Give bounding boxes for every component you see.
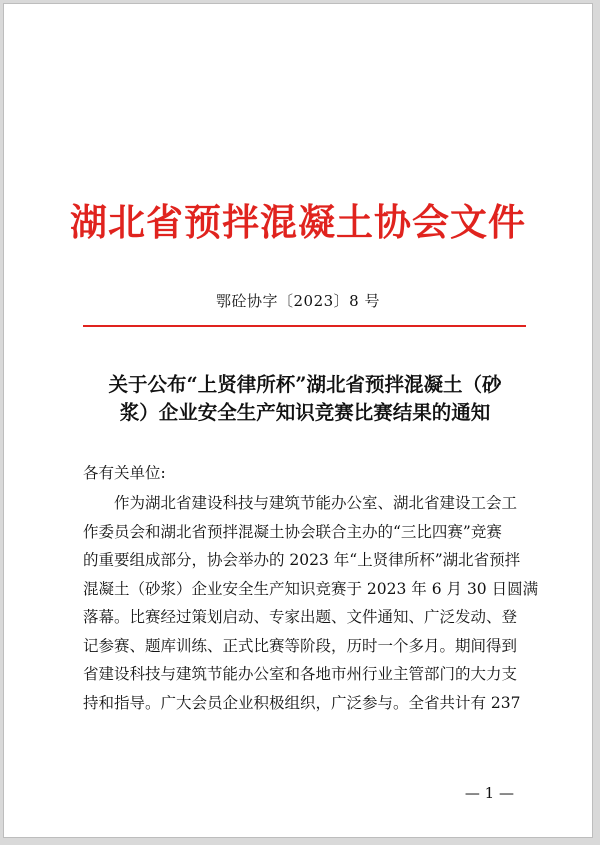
- document-page: [3, 3, 593, 838]
- notice-title-line: 关于公布“上贤律所杯”湖北省预拌混凝土（砂: [108, 373, 502, 396]
- body-line: 省建设科技与建筑节能办公室和各地市州行业主管部门的大力支: [83, 665, 518, 683]
- document-number: 鄂砼协字〔2023〕8 号: [216, 292, 380, 310]
- notice-title-line: 浆）企业安全生产知识竞赛比赛结果的通知: [119, 401, 491, 424]
- notice-title: [82, 371, 528, 427]
- page-number: — 1 —: [464, 784, 514, 802]
- body-line: 作委员会和湖北省预拌混凝土协会联合主办的“三比四赛”竞赛: [83, 522, 502, 541]
- body-line: 记参赛、题库训练、正式比赛等阶段，历时一个多月。期间得到: [83, 636, 518, 655]
- red-divider-rule: [83, 325, 526, 327]
- salutation: 各有关单位:: [83, 464, 166, 482]
- masthead-title: 湖北省预拌混凝土协会文件: [70, 200, 526, 244]
- body-line: 混凝土（砂浆）企业安全生产知识竞赛于 2023 年 6 月 30 日圆满: [83, 579, 539, 598]
- body-line: 的重要组成部分，协会举办的 2023 年“上贤律所杯”湖北省预拌: [83, 551, 521, 569]
- body-text: [83, 489, 539, 717]
- body-line: 作为湖北省建设科技与建筑节能办公室、湖北省建设工会工: [114, 494, 518, 512]
- body-line: 落幕。比赛经过策划启动、专家出题、文件通知、广泛发动、登: [83, 608, 518, 626]
- body-line: 持和指导。广大会员企业积极组织，广泛参与。全省共计有 237: [83, 693, 521, 712]
